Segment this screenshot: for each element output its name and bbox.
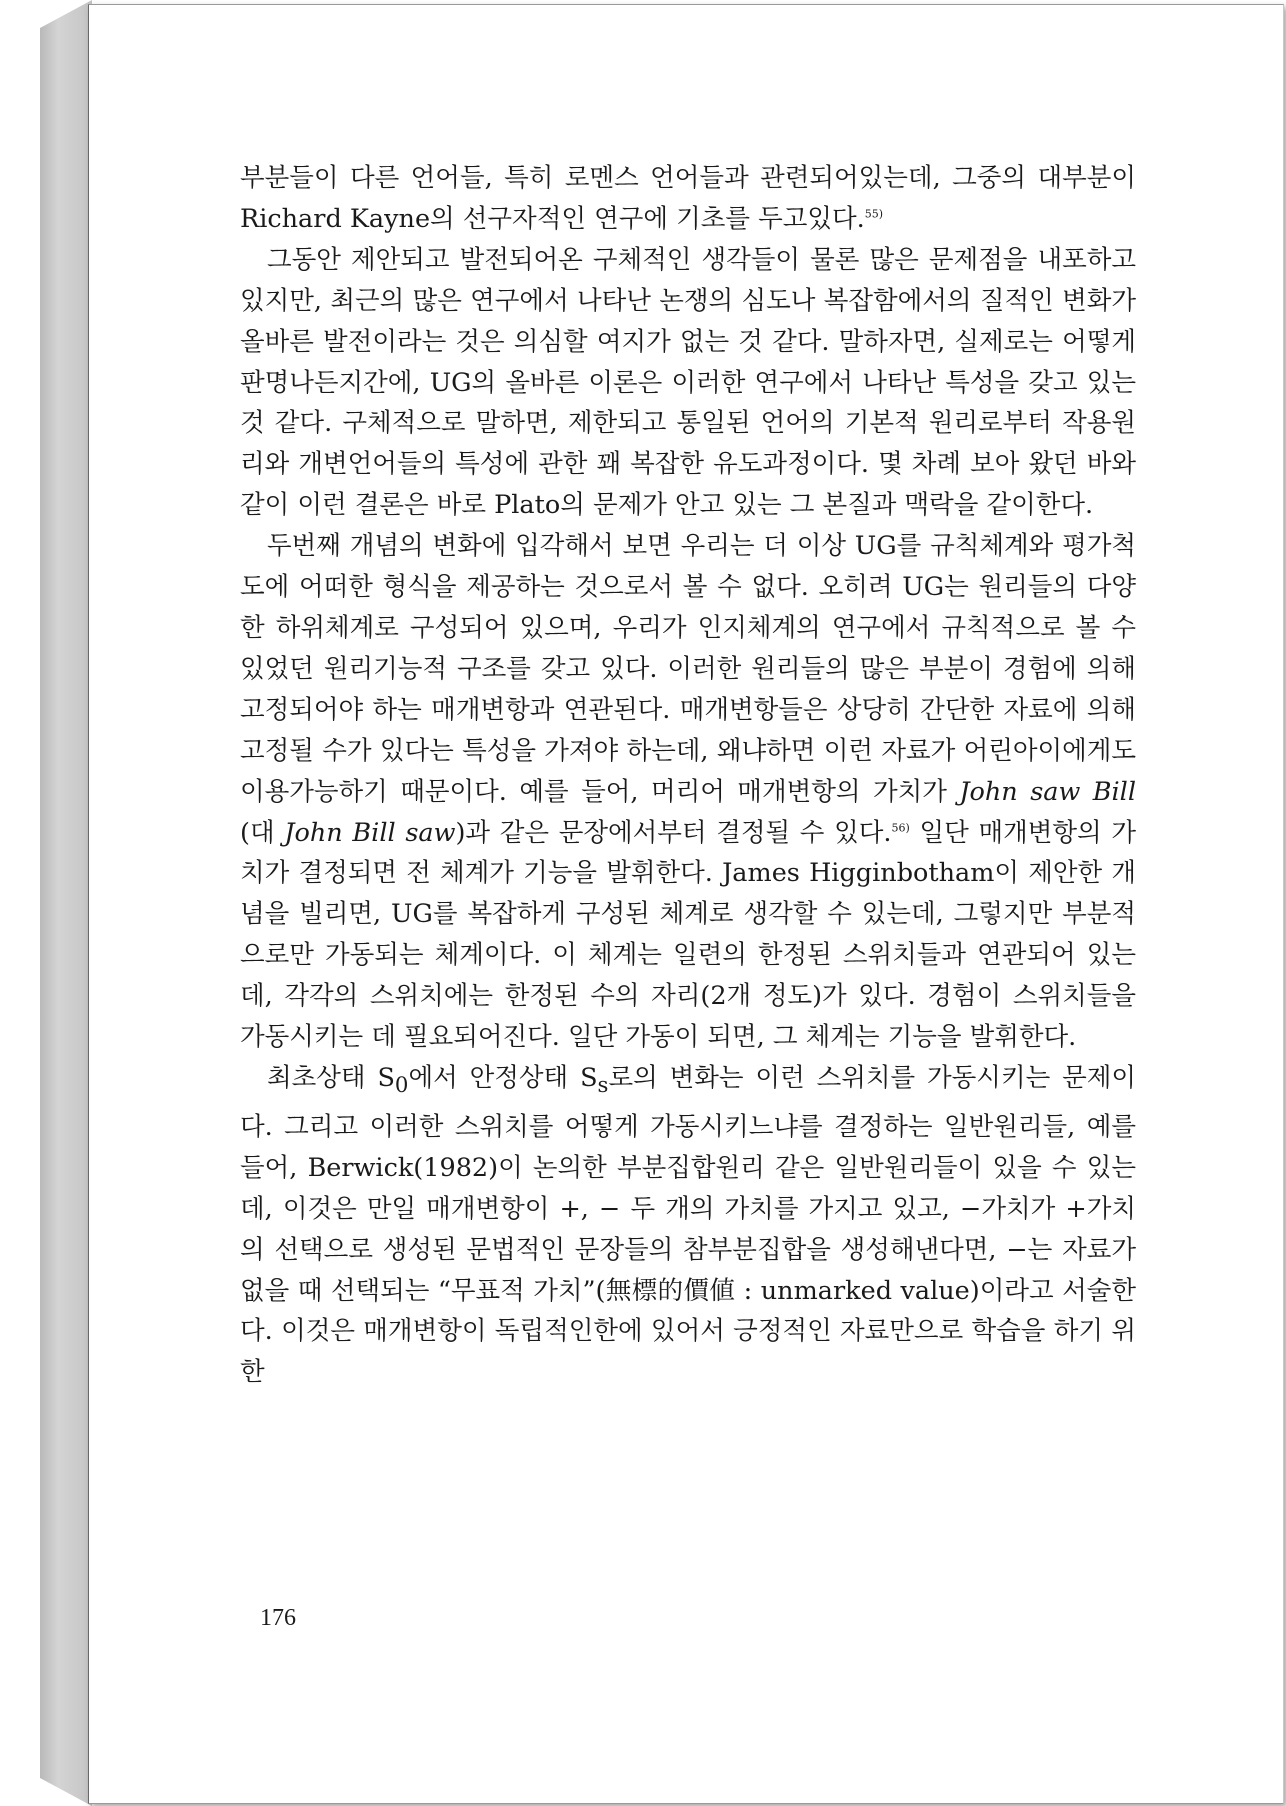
paragraph-4-text-3: 로의 변화는 이런 스위치를 가동시키는 문제이다. 그리고 이러한 스위치를 어떻게 가동시키느냐를 결정하는 일반원리들, 예를 들어, Berwick(1982)이 논의한 부분집합원리 같은 일반원리들이 있을 수 있는데, 이것은 만일 매개변항이 +, − 두 개의 가치를 가지고 있고, −가치가 +가치의 선택으로 생성된 문법적인 문장들의 참부분집합을 생성해낸다면, −는 자료가 없을 때 선택되는 “무표적 가치”(無標的價値 : unmarked value)이라고 서술한다. 이것은 매개변항이 독립적인한에 있어서 긍정적인 자료만으로 학습을 하기 위한	[240, 1062, 1137, 1388]
footnote-marker-55: 55)	[864, 207, 884, 221]
example-sentence-svo: John saw Bill	[959, 776, 1136, 807]
paragraph-3-text-before: 두번째 개념의 변화에 입각해서 보면 우리는 더 이상 UG를 규칙체계와 평가척도에 어떠한 형식을 제공하는 것으로서 볼 수 없다. 오히려 UG는 원리들의 다양한 하위체계로 구성되어 있으며, 우리가 인지체계의 연구에서 규칙적으로 볼 수 있었던 원리기능적 구조를 갖고 있다. 이러한 원리들의 많은 부분이 경험에 의해 고정되어야 하는 매개변항과 연관된다. 매개변항들은 상당히 간단한 자료에 의해 고정될 수가 있다는 특성을 가져야 하는데, 왜냐하면 이런 자료가 어린아이에게도 이용가능하기 때문이다. 예를 들어, 머리어 매개변항의 가치가	[240, 531, 1136, 807]
example-sentence-sov: John Bill saw	[284, 817, 456, 848]
paragraph-4	[240, 1058, 1136, 1393]
paragraph-2	[240, 240, 1136, 526]
spine-top-bevel	[40, 0, 92, 28]
book-spine	[40, 0, 92, 1806]
subscript-zero: 0	[394, 1073, 409, 1099]
subscript-s: s	[597, 1073, 609, 1099]
paragraph-1	[240, 158, 1136, 240]
paragraph-3-text-after-italic: )과 같은 문장에서부터 결정될 수 있다.	[455, 817, 892, 848]
paragraph-2-text: 그동안 제안되고 발전되어온 구체적인 생각들이 물론 많은 문제점을 내포하고 있지만, 최근의 많은 연구에서 나타난 논쟁의 심도나 복잡함에서의 질적인 변화가 올바른 발전이라는 것은 의심할 여지가 없는 것 같다. 말하자면, 실제로는 어떻게 판명나든지간에, UG의 올바른 이론은 이러한 연구에서 나타난 특성을 갖고 있는 것 같다. 구체적으로 말하면, 제한되고 통일된 언어의 기본적 원리로부터 작용원리와 개변언어들의 특성에 관한 꽤 복잡한 유도과정이다. 몇 차례 보아 왔던 바와 같이 이런 결론은 바로 Plato의 문제가 안고 있는 그 본질과 맥락을 같이한다.	[240, 244, 1136, 521]
paragraph-3-text-after: 일단 매개변항의 가치가 결정되면 전 체계가 기능을 발휘한다. James Higginbotham이 제안한 개념을 빌리면, UG를 복잡하게 구성된 체계로 생각할 수 있는데, 그렇지만 부분적으로만 가동되는 체계이다. 이 체계는 일련의 한정된 스위치들과 연관되어 있는데, 각각의 스위치에는 한정된 수의 자리(2개 정도)가 있다. 경험이 스위치들을 가동시키는 데 필요되어진다. 일단 가동이 되면, 그 체계는 기능을 발휘한다.	[240, 817, 1136, 1053]
footnote-marker-56: 56)	[891, 821, 910, 834]
spine-bottom-bevel	[40, 1778, 92, 1806]
paragraph-4-text-2: 에서 안정상태 S	[408, 1062, 598, 1093]
page-number: 176	[260, 1605, 296, 1631]
paragraph-4-text-1: 최초상태 S	[267, 1062, 395, 1093]
paragraph-1-text: 부분들이 다른 언어들, 특히 로멘스 언어들과 관련되어있는데, 그중의 대부분이 Richard Kayne의 선구자적인 연구에 기초를 두고있다.	[240, 163, 1136, 234]
paragraph-3	[240, 526, 1136, 1058]
page-body	[240, 158, 1136, 1393]
paragraph-3-text-mid: (대	[240, 817, 285, 848]
